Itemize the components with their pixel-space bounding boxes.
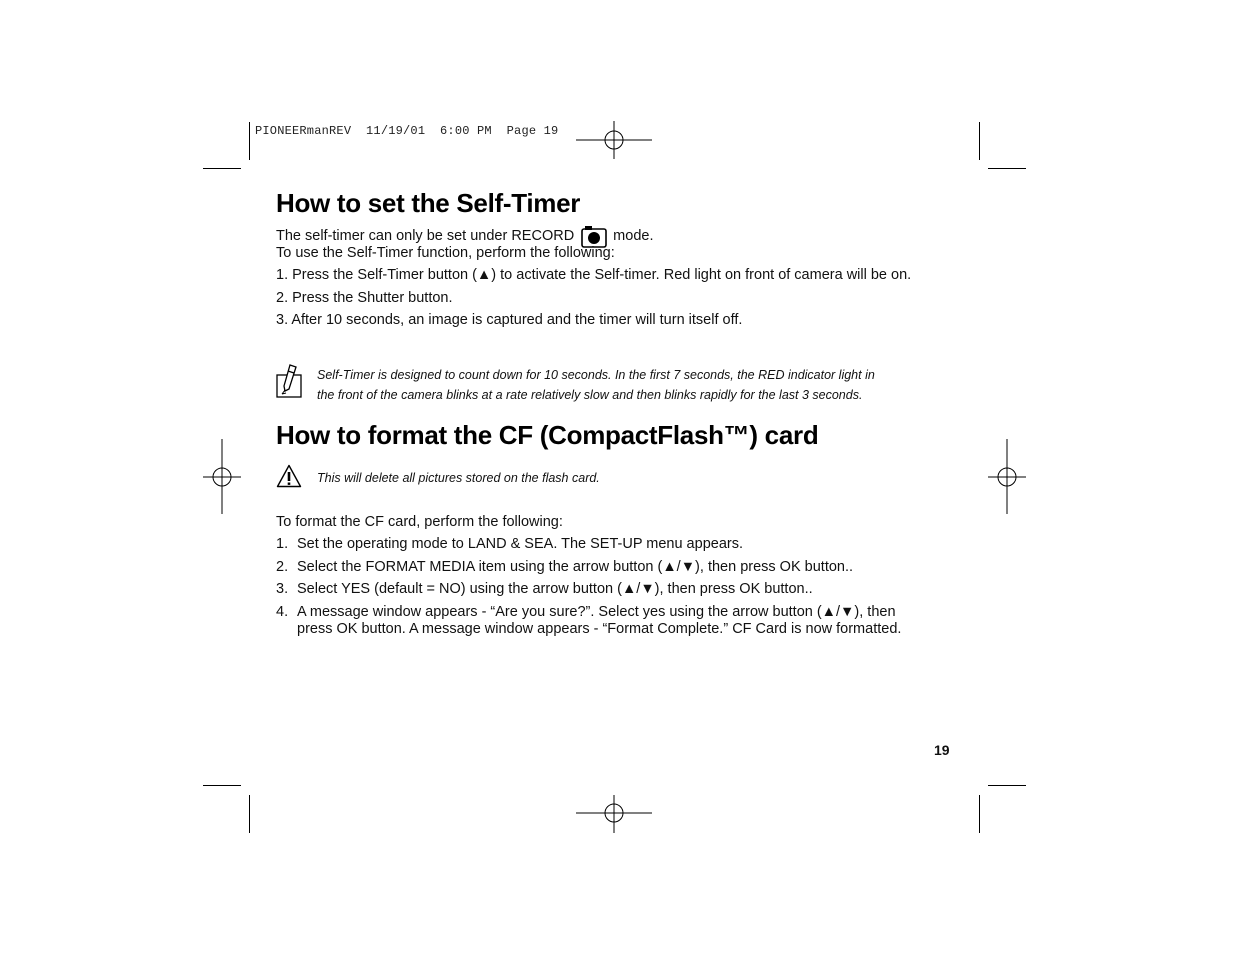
step-number: 3. bbox=[276, 581, 289, 597]
self-timer-step-3: 3. After 10 seconds, an image is captured and the timer will turn itself off. bbox=[276, 312, 743, 328]
format-warning-text: This will delete all pictures stored on the flash card. bbox=[317, 471, 600, 485]
warning-triangle-icon bbox=[276, 464, 302, 493]
self-timer-note-line-2: the front of the camera blinks at a rate relatively slow and then blinks rapidly for the last 3 seconds. bbox=[317, 388, 863, 402]
self-timer-intro-2: To use the Self-Timer function, perform the following: bbox=[276, 245, 615, 261]
intro-text: The self-timer can only be set under RECORD bbox=[276, 228, 575, 244]
section-title-format-cf: How to format the CF (CompactFlash™) card bbox=[276, 420, 819, 450]
format-step-3 bbox=[276, 581, 813, 597]
step-text-line: A message window appears - “Are you sure?”. Select yes using the arrow button (▲/▼), then bbox=[297, 604, 896, 620]
intro-text-mode: mode. bbox=[613, 228, 654, 244]
step-text: Select the FORMAT MEDIA item using the arrow button (▲/▼), then press OK button.. bbox=[297, 559, 854, 575]
page-number: 19 bbox=[934, 742, 950, 758]
self-timer-note-line-1: Self-Timer is designed to count down for 10 seconds. In the first 7 seconds, the RED indicator light in bbox=[317, 368, 875, 382]
self-timer-step-1: 1. Press the Self-Timer button (▲) to activate the Self-timer. Red light on front of camera will be on. bbox=[276, 267, 912, 283]
section-title-self-timer: How to set the Self-Timer bbox=[276, 188, 581, 218]
step-text: Select YES (default = NO) using the arrow button (▲/▼), then press OK button.. bbox=[297, 581, 813, 597]
self-timer-step-2: 2. Press the Shutter button. bbox=[276, 290, 453, 306]
format-step-2 bbox=[276, 559, 853, 575]
step-text bbox=[297, 604, 901, 638]
step-text-line: press OK button. A message window appears - “Format Complete.” CF Card is now formatted. bbox=[297, 621, 902, 637]
format-step-4 bbox=[276, 604, 901, 638]
print-slug: PIONEERmanREV 11/19/01 6:00 PM Page 19 bbox=[255, 124, 559, 138]
step-number: 4. bbox=[276, 604, 289, 620]
pencil-note-icon bbox=[276, 363, 304, 404]
format-intro: To format the CF card, perform the following: bbox=[276, 514, 563, 530]
step-text: Set the operating mode to LAND & SEA. The SET-UP menu appears. bbox=[297, 536, 743, 552]
step-number: 2. bbox=[276, 559, 289, 575]
step-number: 1. bbox=[276, 536, 289, 552]
format-step-1 bbox=[276, 536, 743, 552]
